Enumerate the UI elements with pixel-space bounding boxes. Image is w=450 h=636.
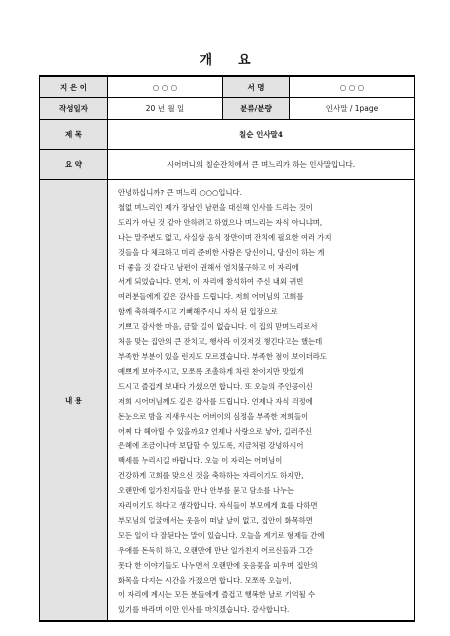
content-line: 더 좋을 것 같다고 남편이 권해서 염치불구하고 이 자리에: [118, 262, 299, 272]
author-label: 지 은 이: [40, 76, 108, 98]
content-line: 있기를 바라며 이만 인사를 마치겠습니다. 감사합니다.: [118, 605, 290, 615]
content-line: 서게 되었습니다. 먼저, 이 자리에 참석하여 주신 내외 귀빈: [118, 277, 304, 287]
signature-label: 서 명: [223, 76, 290, 98]
summary-label: 요 약: [40, 150, 108, 180]
category-label: 분류/분량: [223, 98, 290, 120]
content-line: 것들을 다 체크하고 미리 준비한 사람은 당신이니, 당신이 하는 게: [118, 247, 325, 257]
subject-row: [40, 120, 415, 150]
content-line: 예쁘게 보아주시고, 모쪼록 조촐하게 차린 찬이지만 맛있게: [118, 366, 304, 376]
signature-value: ○ ○ ○: [290, 76, 415, 98]
date-value: 20 년 월 일: [108, 98, 223, 120]
content-line: 은혜에 조금이나마 보답할 수 있도록, 지금처럼 강녕하시어: [118, 441, 304, 451]
content-label: 내 용: [40, 180, 108, 622]
summary-value: 시어머니의 칠순잔치에서 큰 며느리가 하는 인사말입니다.: [108, 150, 415, 180]
content-line: 어찌 다 헤아릴 수 있을까요? 언제나 사랑으로 낳아, 길러주신: [118, 426, 312, 436]
content-line: 드시고 즐겁게 보내다 가셨으면 합니다. 또 오늘의 주인공이신: [118, 381, 313, 391]
content-line: 나는 말주변도 없고, 사실상 음식 장만이며 잔치에 필요한 여러 가지: [118, 232, 332, 242]
content-line: 함께 축하해주시고 기뻐해주시니 자식 된 입장으로: [118, 307, 278, 317]
document-overview-table: [39, 75, 415, 622]
date-row: [40, 98, 415, 120]
content-line: 화목을 다지는 시간을 가졌으면 합니다. 모쪼록 오늘이,: [118, 575, 292, 585]
page-title-first: 개: [199, 53, 212, 68]
content-line: 못다 한 이야기들도 나누면서 오랜만에 웃음꽃을 피우며 집안의: [118, 560, 318, 570]
content-body: [108, 180, 415, 622]
content-row: [40, 180, 415, 622]
content-line: 저희 시어머님께도 깊은 감사를 드립니다. 언제나 자식 걱정에: [118, 396, 313, 406]
date-label: 작성일자: [40, 98, 108, 120]
content-line: 여러분들에게 깊은 감사를 드립니다. 저희 어머님의 고희를: [118, 292, 304, 302]
content-line: 철없 며느리인 제가 장남인 남편을 대신해 인사를 드리는 것이: [118, 202, 313, 212]
content-line: 처음 맞는 집안의 큰 잔치고, 행사라 이것저것 챙긴다고는 했는데: [118, 337, 323, 347]
content-line: 건강하게 고희를 맞으신 것을 축하하는 자리이기도 하지만,: [118, 471, 304, 481]
category-value: 인사말 / 1page: [290, 98, 415, 120]
author-value: ○ ○ ○: [108, 76, 223, 98]
page-title: [0, 49, 450, 68]
page-title-second: 요: [238, 53, 251, 68]
content-line: 모든 일이 다 잘된다는 말이 있습니다. 오늘을 계기로 형제들 간에: [118, 530, 325, 540]
content-line: 우애를 돈독히 하고, 오랜만에 만난 일가친지 어르신들과 그간: [118, 545, 313, 555]
content-text: [118, 186, 410, 618]
content-line: 이 자리에 계시는 모든 분들에게 즐겁고 행복한 날로 기억될 수: [118, 590, 316, 600]
content-line: 부모님의 얼굴에서는 웃음이 떠날 날이 없고, 집안이 화목하면: [118, 515, 313, 525]
content-line: 백세를 누리시길 바랍니다. 오늘 이 자리는 어머님이: [118, 456, 283, 466]
subject-value: 칠순 인사말4: [108, 120, 415, 150]
content-line: 오랜만에 일가친지들을 만나 안부를 묻고 담소를 나누는: [118, 486, 295, 496]
content-line: 안녕하십니까? 큰 며느리 ○○○입니다.: [118, 188, 242, 197]
content-line: 기쁘고 감사한 마음, 금할 길이 없습니다. 이 집의 맏며느리로서: [118, 322, 318, 332]
summary-row: [40, 150, 415, 180]
content-line: 자리이기도 하다고 생각합니다. 자식들이 부모에게 효를 다하면: [118, 501, 318, 511]
content-line: 돈눈으로 밤을 지새우시는 어버이의 심정을 부족한 저희들이: [118, 411, 309, 421]
subject-label: 제 목: [40, 120, 108, 150]
content-line: 도리가 아닌 것 같아 안하려고 하였으나 며느리는 자식 아니냐며,: [118, 217, 323, 227]
author-row: [40, 76, 415, 98]
content-line: 부족한 부분이 있을 런지도 모르겠습니다. 부족한 점이 보이더라도: [118, 351, 327, 361]
